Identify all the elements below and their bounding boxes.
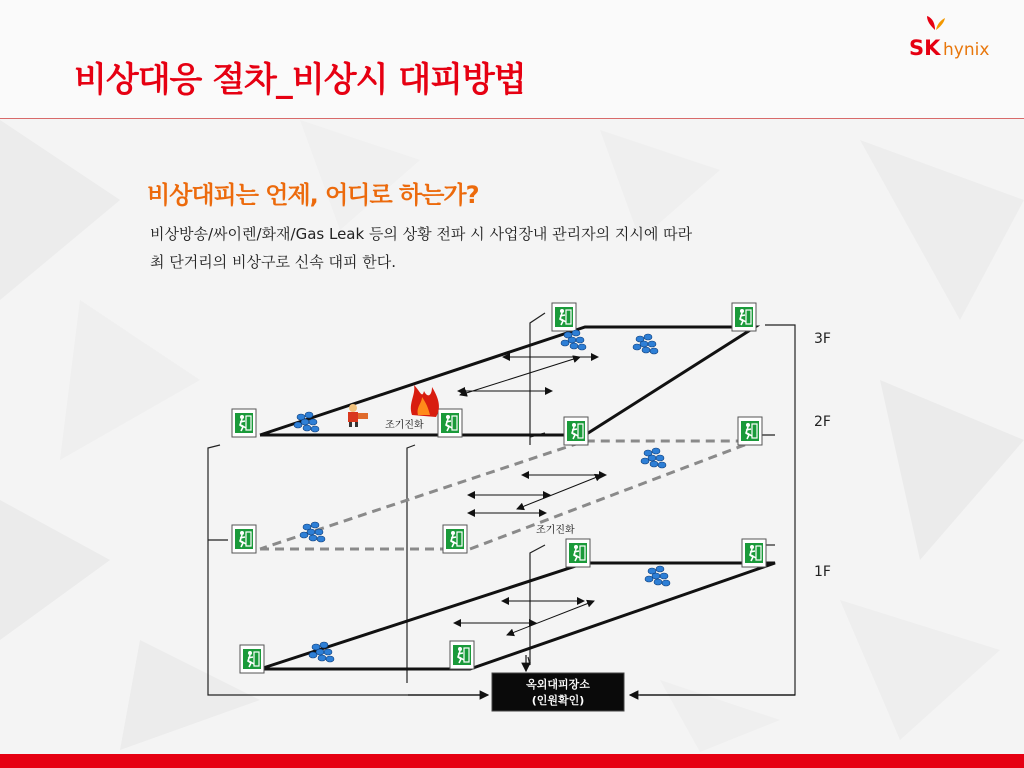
people-group-icon xyxy=(641,448,666,468)
fire-label-3f: 조기진화 xyxy=(385,420,424,431)
assembly-label: 옥외대피장소 xyxy=(526,678,590,691)
floor-3f xyxy=(232,303,756,437)
exit-sign-icon xyxy=(564,417,588,445)
evacuation-diagram xyxy=(200,295,850,725)
logo-sk-text: SK xyxy=(909,36,941,60)
description-line-1: 비상방송/싸이렌/화재/Gas Leak 등의 상황 전파 시 사업장내 관리자의 지시에 따라 xyxy=(150,225,693,243)
people-group-icon xyxy=(633,334,658,354)
firefighter-icon xyxy=(348,404,368,427)
floor-2f xyxy=(232,417,762,553)
page-title: 비상대응 절차_비상시 대피방법 xyxy=(74,60,526,100)
exit-sign-icon xyxy=(738,417,762,445)
floor-label-2f: 2F xyxy=(814,414,831,430)
logo-hynix-text: hynix xyxy=(943,40,990,60)
floor-1f xyxy=(240,539,775,673)
description xyxy=(150,220,810,276)
building-frame xyxy=(208,313,795,695)
people-group-icon xyxy=(300,522,325,542)
exit-sign-icon xyxy=(232,409,256,437)
section-subtitle: 비상대피는 언제, 어디로 하는가? xyxy=(147,181,479,209)
exit-sign-icon xyxy=(450,641,474,669)
exit-sign-icon xyxy=(566,539,590,567)
exit-sign-icon xyxy=(552,303,576,331)
exit-sign-icon xyxy=(742,539,766,567)
exit-sign-icon xyxy=(240,645,264,673)
fire-label-2f: 조기진화 xyxy=(536,525,575,536)
header-divider xyxy=(0,118,1024,119)
logo-butterfly-icon xyxy=(923,14,949,38)
people-group-icon xyxy=(561,330,586,350)
sk-hynix-logo xyxy=(897,14,1007,66)
people-group-icon xyxy=(645,566,670,586)
floor-label-1f: 1F xyxy=(814,564,831,580)
people-group-icon xyxy=(294,412,319,432)
fire-icon xyxy=(411,385,439,417)
exit-sign-icon xyxy=(232,525,256,553)
assembly-point xyxy=(492,673,624,711)
exit-sign-icon xyxy=(732,303,756,331)
floor-label-3f: 3F xyxy=(814,331,831,347)
exit-sign-icon xyxy=(438,409,462,437)
description-line-2: 최 단거리의 비상구로 신속 대피 한다. xyxy=(150,253,396,271)
exit-sign-icon xyxy=(443,525,467,553)
footer-bar xyxy=(0,754,1024,768)
assembly-sublabel: (인원확인) xyxy=(531,694,585,707)
